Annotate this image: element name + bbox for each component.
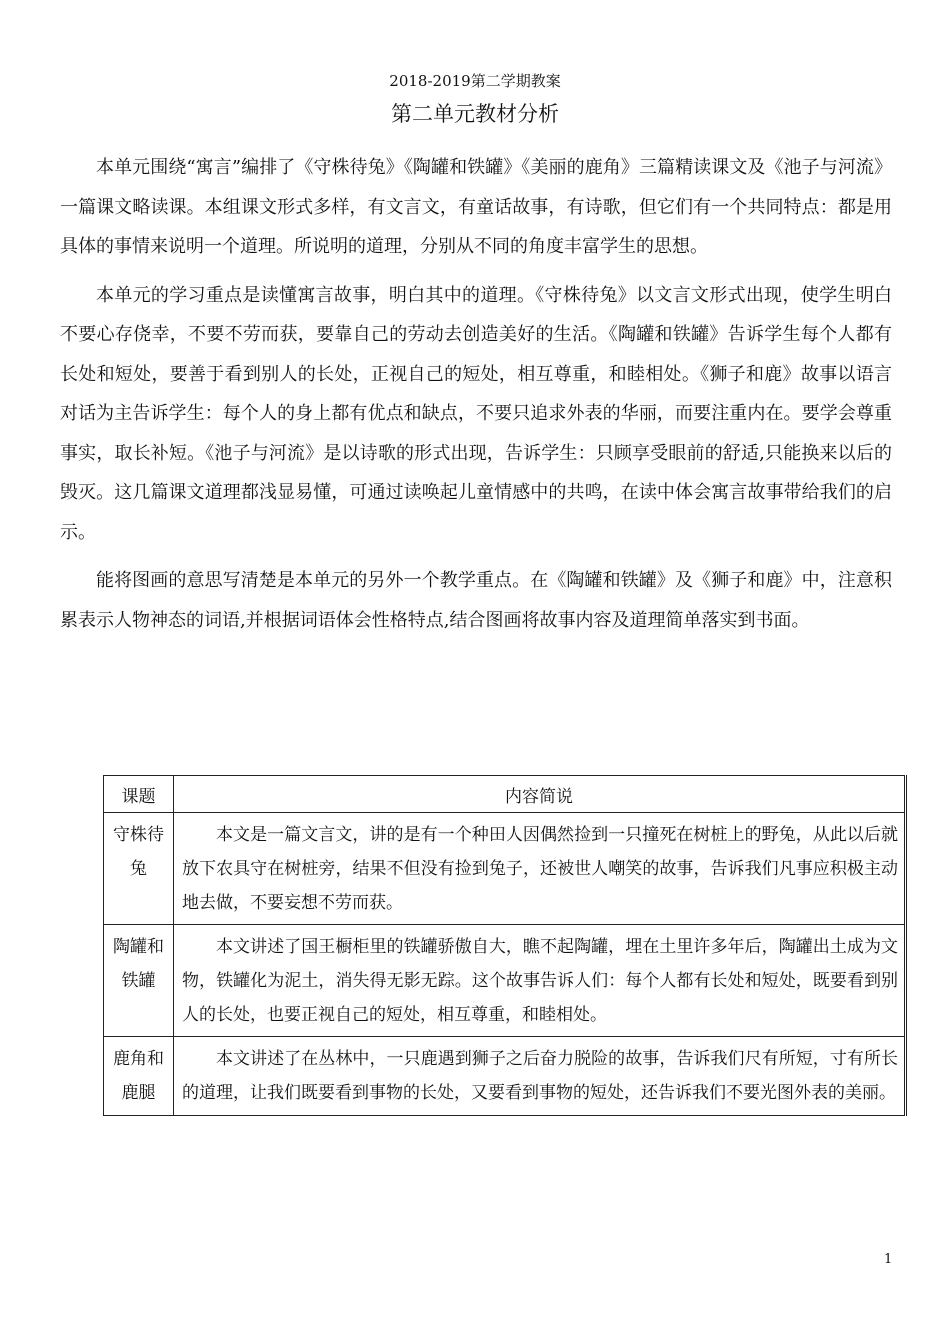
paragraph-intro: 本单元围绕“寓言”编排了《守株待兔》《陶罐和铁罐》《美丽的鹿角》三篇精读课文及《池子与河流》一篇课文略读课。本组课文形式多样，有文言文，有童话故事，有诗歌，但它们有一个共同特点：都是用具体的事情来说明一个道理。所说明的道理，分别从不同的角度丰富学生的思想。	[60, 157, 892, 257]
page-header: 2018-2019第二学期教案	[389, 72, 561, 90]
course-name: 陶罐和铁罐	[104, 925, 174, 1037]
header-summary: 内容简说	[174, 776, 906, 813]
table-row	[104, 925, 906, 1037]
course-name: 鹿角和鹿腿	[104, 1037, 174, 1116]
body-text	[60, 148, 892, 649]
page-number: 1	[884, 1252, 893, 1267]
table-header-row	[104, 776, 906, 813]
lesson-summary-table	[103, 775, 907, 1116]
paragraph-focus: 本单元的学习重点是读懂寓言故事，明白其中的道理。《守株待兔》以文言文形式出现，使学生明白不要心存侥幸，不要不劳而获，要靠自己的劳动去创造美好的生活。《陶罐和铁罐》告诉学生每个人都有长处和短处，要善于看到别人的长处，正视自己的短处，相互尊重，和睦相处。《狮子和鹿》故事以语言对话为主告诉学生：每个人的身上都有优点和缺点，不要只追求外表的华丽，而要注重内在。要学会尊重事实，取长补短。《池子与河流》是以诗歌的形式出现，告诉学生：只顾享受眼前的舒适,只能换来以后的毁灭。这几篇课文道理都浅显易懂，可通过读唤起儿童情感中的共鸣，在读中体会寓言故事带给我们的启示。	[60, 284, 892, 543]
course-summary: 本文讲述了国王橱柜里的铁罐骄傲自大，瞧不起陶罐，埋在土里许多年后，陶罐出土成为文物，铁罐化为泥土，消失得无影无踪。这个故事告诉人们：每个人都有长处和短处，既要看到别人的长处，也要正视自己的短处，相互尊重，和睦相处。	[174, 925, 906, 1037]
course-name: 守株待兔	[104, 813, 174, 925]
course-summary: 本文讲述了在丛林中，一只鹿遇到狮子之后奋力脱险的故事，告诉我们尺有所短，寸有所长的道理，让我们既要看到事物的长处，又要看到事物的短处，还告诉我们不要光图外表的美丽。	[174, 1037, 906, 1116]
header-course: 课题	[104, 776, 174, 813]
table-row	[104, 1037, 906, 1116]
page-title: 第二单元教材分析	[391, 102, 559, 126]
paragraph-writing: 能将图画的意思写清楚是本单元的另外一个教学重点。在《陶罐和铁罐》及《狮子和鹿》中，注意积累表示人物神态的词语,并根据词语体会性格特点,结合图画将故事内容及道理简单落实到书面。	[60, 570, 892, 631]
course-summary: 本文是一篇文言文，讲的是有一个种田人因偶然捡到一只撞死在树桩上的野兔，从此以后就放下农具守在树桩旁，结果不但没有捡到兔子，还被世人嘲笑的故事，告诉我们凡事应积极主动地去做，不要妄想不劳而获。	[174, 813, 906, 925]
table-row	[104, 813, 906, 925]
